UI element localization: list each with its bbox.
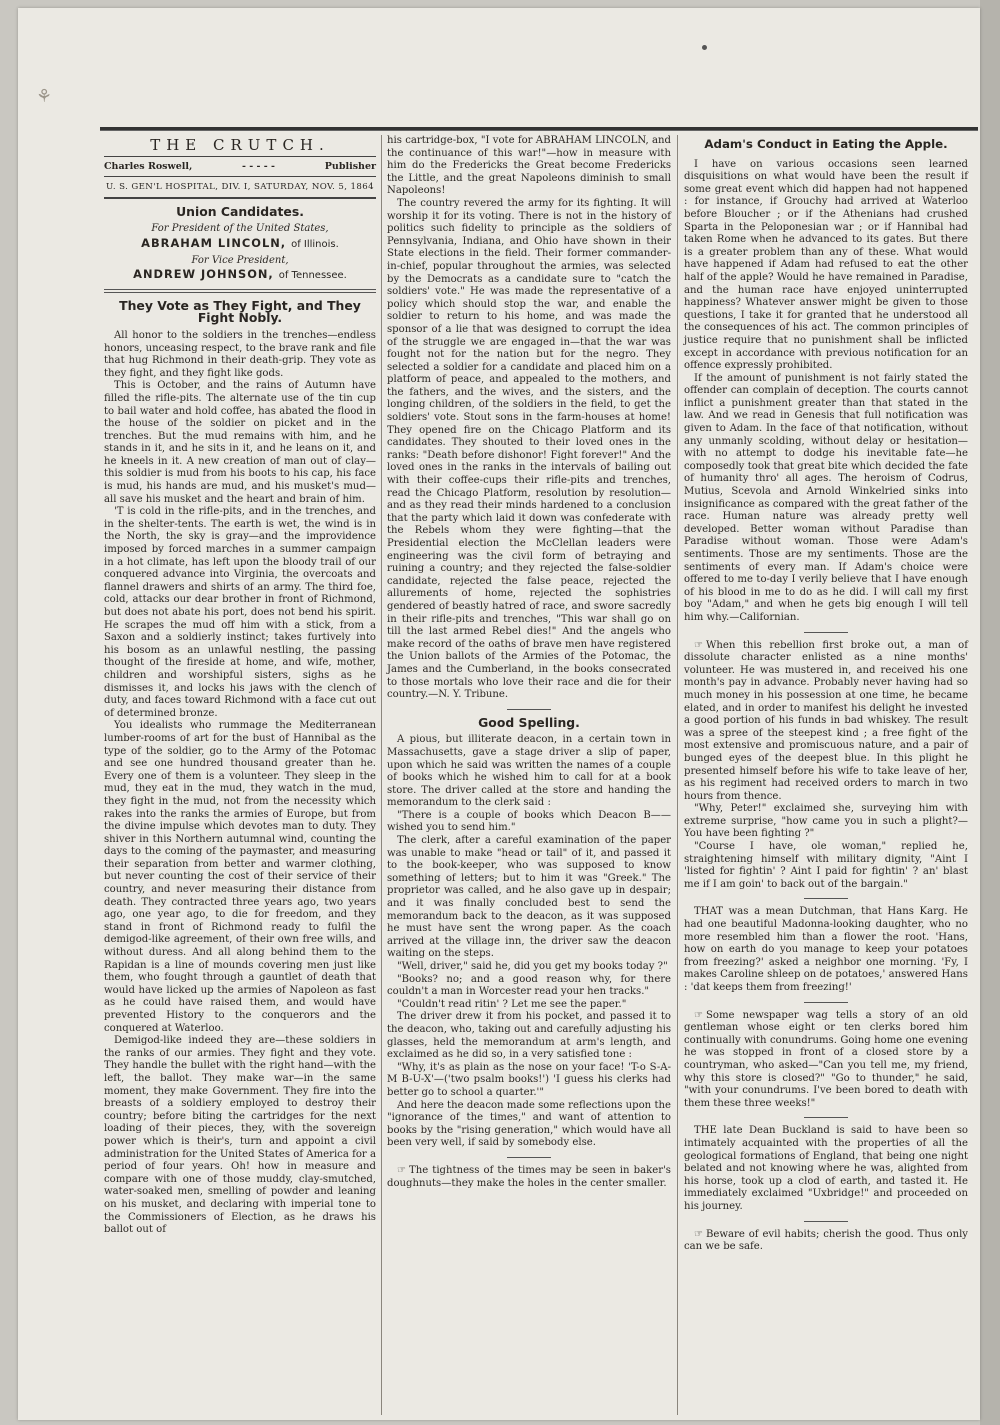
column-1 xyxy=(104,135,376,1237)
masthead-title: THE CRUTCH. xyxy=(104,135,376,157)
paragraph: "Why, Peter!" exclaimed she, surveying him with extreme surprise, "how came you in such a plight?—You have been fighting ?" xyxy=(684,803,968,840)
paragraph: The driver drew it from his pocket, and passed it to the deacon, who, taking out and carefully adjusting his glasses, held the memorandum at arm's length, and exclaimed as he did so, in a very satisfied tone : xyxy=(387,1011,671,1061)
paragraph: If the amount of punishment is not fairly stated the offender can complain of deception. The courts cannot inflict a punishment greater than that stated in the law. And we read in Genesis that full notification was given to Adam. In the face of that notification, without any unmanly scolding, without delay or hesitation—with no attempt to dodge his inevitable fate—he composedly took that great bite which decided the fate of humanity thro' all ages. The heroism of Codrus, Mutius, Scevola and Arnold Winkelried sinks into insignificance as compared with the great father of the race. Human nature was already pretty well developed. Better woman without Paradise than Paradise without woman. Those were Adam's sentiments. Those are my sentiments. Those are the sentiments of every man. If Adam's choice were offered to me to-day I verily believe that I have enough of his blood in me to do as he did. I will call my first boy "Adam," and when he gets big enough I will tell him why.—Californian. xyxy=(684,372,968,623)
note-text: The tightness of the times may be seen in baker's doughnuts—they make the holes in the center smaller. xyxy=(387,1164,671,1189)
president-label: For President of the United States, xyxy=(151,223,329,235)
pointing-hand-icon: ☞ xyxy=(694,1009,703,1021)
ink-dot xyxy=(702,45,707,50)
vp-label: For Vice President, xyxy=(191,254,289,266)
candidates-heading: Union Candidates. xyxy=(176,203,304,219)
paragraph: "There is a couple of books which Deacon B—— wished you to send him." xyxy=(387,809,671,834)
column-2 xyxy=(387,135,671,1190)
paragraph: "Why, it's as plain as the nose on your face! 'T-o S-A-M B-U-X'—('two psalm books!') 'I guess his clerks had better go to school a quarter.'" xyxy=(387,1061,671,1098)
paragraph: "Course I have, ole woman," replied he, straightening himself with military dignity, "Aint I 'listed for fightin' ? Aint I paid for fightin' ? an' blast me if I am goin' to back out of the bargain." xyxy=(684,841,968,890)
section-rule xyxy=(104,289,376,293)
pointing-hand-icon: ☞ xyxy=(694,1228,703,1240)
divider xyxy=(804,1002,848,1003)
wag-text: Some newspaper wag tells a story of an old gentleman whose eight or ten clerks bored him continually with conundrums. Going home one evening he was stopped in front of a closed store by a countryman, who asked—"Can you tell me, my friend, why this store is closed?" "Go to thunder," he said, "with your conundrums. I've been bored to death with them these three weeks!" xyxy=(684,1009,968,1109)
paragraph: All honor to the soldiers in the trenches—endless honors, unceasing respect, to the brave rank and file that hug Richmond in their death-grip. They vote as they fight, and they fight like gods. xyxy=(104,329,376,379)
publisher-label: Publisher xyxy=(324,160,376,172)
paragraph: his cartridge-box, "I vote for ABRAHAM LINCOLN, and the continuance of this war!"—how in measure with him do the Fredericks the Great become Fredericks the Little, and the great Napoleons diminish to small Napoleons! xyxy=(387,135,671,197)
paragraph: 'T is cold in the rifle-pits, and in the trenches, and in the shelter-tents. The earth is wet, the wind is in the North, the sky is gray—and the improvidence imposed by forced marches in a summer campaign in a hot climate, has left upon the bloody trail of our conquered advance into Virginia, the overcoats and flannel drawers and shirts of an army. The third foe, cold, attacks our dear brother in front of Richmond, but does not abate his port, does not bend his spirit. He scrapes the mud off him with a stick, from a Saxon and a soldierly instinct; takes furtively into his bosom as an unlawful nestling, the passing thought of the fireside at home, and wife, mother, children and worshipful sisters, sighs as he dismisses it, and locks his jaws with the clench of duty, and faces toward Richmond with a face cut out of determined bronze. xyxy=(104,506,376,719)
paragraph: "Couldn't read ritin' ? Let me see the paper." xyxy=(397,998,627,1010)
paragraph: Demigod-like indeed they are—these soldiers in the ranks of our armies. They fight and they vote. They handle the bullet with the right hand—with the left, the ballot. They make war—in the same moment, they make Government. They fire into the breasts of a soldiery employed to destroy their country; before biting the cartridges for the next loading of their pieces, they, with the sovereign power which is their's, turn and appoint a civil administration for the United States of America for a period of four years. Oh! how in measure and compare with one of those muddy, clay-smutched, water-soaked men, smelling of powder and leaning on his musket, and declaring with imperial tone to the Commissioners of Election, as he draws his ballot out of xyxy=(104,1035,376,1236)
paragraph: I have on various occasions seen learned disquisitions on what would have been the result if some great event which did happen had not happened : for instance, if Grouchy had arrived at Waterloo before Bloucher ; or if the Athenians had crushed Sparta in the Peloponesian war ; or if Hannibal had taken Rome when he advanced to its gates. But there is a greater problem than any of these. What would have happened if Adam had refused to eat the other half of the apple? Would he have remained in Paradise, and the human race have enjoyed uninterrupted happiness? Whatever answer might be given to those questions, I take it for granted that he understood all the consequences of his act. The common principles of justice require that no punishment shall be inflicted except in accordance with previous notification for an offence expressly prohibited. xyxy=(684,158,968,372)
paragraph xyxy=(684,1229,968,1254)
paragraph: And here the deacon made some reflections upon the "ignorance of the times," and want of attention to books by the "rising generation," which would have all been very well, if said by somebody else. xyxy=(387,1099,671,1149)
divider xyxy=(507,709,551,710)
top-rule xyxy=(100,127,978,131)
publisher-row xyxy=(104,157,376,178)
paragraph: This is October, and the rains of Autumn have filled the rifle-pits. The alternate use of the tin cup to bail water and hold coffee, has abated the flood in the house of the soldier on picket and in the trenches. But the mud remains with him, and he stands in it, and he sits in it, and he leans on it, and he kneels in it. A new creation of man out of clay—this soldier is mud from his boots to his cap, his face is mud, his hands are mud, and his musket's mud—all save his musket and the heart and brain of him. xyxy=(104,380,376,505)
paragraph: THE late Dean Buckland is said to have been so intimately acquainted with the properties of all the geological formations of England, that being one night belated and not knowing where he was, alighted from his horse, took up a clod of earth, and tasted it. He immediately exclaimed "Uxbridge!" and proceeded on his journey. xyxy=(684,1125,968,1212)
paragraph: You idealists who rummage the Mediterranean lumber-rooms of art for the bust of Hannibal as the type of the soldier, go to the Army of the Potomac and see one hundred thousand greater than he. Every one of them is a volunteer. They sleep in the mud, they eat in the mud, they watch in the mud, they fight in the mud, not from the necessity which rakes into the ranks the armies of Europe, but from the divine impulse which devotes man to duty. They shiver in this Northern autumnal wind, counting the days to the coming of the paymaster, and measuring their separation from better and warmer clothing, but never counting the cost of their service of their country, and never measuring their distance from death. They contracted three years ago, two years ago, one year ago, to die for freedom, and they stand in front of Richmond ready to fulfil the demigod-like agreement, of their own free wills, and without duress. And all along behind them to the Rapidan is a line of mounds covering men just like them, who fought through a gauntlet of death that would have licked up the armies of Napoleon as fast as he could have raised them, and would have prevented History to the conquerors and the conquered at Waterloo. xyxy=(104,720,376,1034)
divider xyxy=(804,898,848,899)
president-candidate xyxy=(104,237,376,252)
paragraph xyxy=(387,1165,671,1190)
president-state: of Illinois. xyxy=(291,238,339,250)
divider xyxy=(804,1221,848,1222)
column-divider xyxy=(677,135,678,1415)
dateline: U. S. GEN'L HOSPITAL, DIV. I, SATURDAY, NOV. 5, 1864 xyxy=(104,177,376,199)
pointing-hand-icon: ☞ xyxy=(397,1164,406,1176)
beware-text: Beware of evil habits; cherish the good. Thus only can we be safe. xyxy=(684,1228,968,1253)
paragraph: A pious, but illiterate deacon, in a certain town in Massachusetts, gave a stage driver a slip of paper, upon which he said was written the names of a couple of books which he wished him to call for at a book store. The driver called at the store and handing the memorandum to the clerk said : xyxy=(387,734,671,809)
peter-text: When this rebellion first broke out, a man of dissolute character enlisted as a nine months' volunteer. He was mustered in, and received his one month's pay in advance. Probably never having had so much money in his possession at one time, he became elated, and in order to manifest his delight he invested a good portion of his funds in bad whiskey. The result was a spree of the steepest kind ; a free fight of the most extensive and promiscuous nature, and a pair of bunged eyes of the deepest blue. In this plight he presented himself before his wife to take leave of her, as his regiment had received orders to march in two hours from thence. xyxy=(684,639,968,802)
divider xyxy=(507,1157,551,1158)
vp-candidate xyxy=(104,268,376,283)
paragraph: The country revered the army for its fighting. It will worship it for its voting. There is not in the history of politics such fidelity to principle as the soldiers of Pennsylvania, Indiana, and Ohio have shown in their State elections in the field. Their former commander-in-chief, popular throughout the armies, was selected by the Democrats as a candidate sure to "catch the soldiers' vote." He was made the representative of a policy which should stop the war, and enable the soldier to return to his home, and was made the sponsor of a lie that was designed to corrupt the idea of the struggle we are engaged in—that the war was fought not for the nation but for the negro. They selected a soldier for a candidate and placed him on a platform of peace, and appealed to the mothers, and the fathers, and the wives, and the sisters, and the longing children, of the soldiers in the field, to get the soldiers' vote. Stout sons in the farm-houses at home! They opened fire on the Chicago Platform and its candidates. They shouted to their loved ones in the ranks: "Death before dishonor! Fight forever!" And the loved ones in the ranks in the intervals of bailing out with their coffee-cups their rifle-pits and trenches, read the Chicago Platform, resolution by resolution—and as they read their minds hardened to a conclusion that the party which laid it down was confederate with the Rebels whom they were fighting—that the Presidential election the McClellan leaders were engineering was the civil form of betraying and ruining a country; and they rejected the false-soldier candidate, rejected the false peace, rejected the allurements of home, rejected the sophistries gendered of beastly hatred of race, and swore sacredly in their rifle-pits and trenches, "This war shall go on till the last armed Rebel dies!" And the angels who make record of the oaths of brave men have registered the Union ballots of the Armies of the Potomac, the James and the Cumberland, in the books consecrated to those mortals who love their race and die for their country.—N. Y. Tribune. xyxy=(387,197,671,701)
column-3 xyxy=(684,135,968,1254)
paragraph: THAT was a mean Dutchman, that Hans Karg. He had one beautiful Madonna-looking daughter, who no more resembled him than a flower the root. 'Hans, how on earth do you manage to keep your potatoes from freezing?' asked a neighbor one morning. 'Fy, I makes Caroline shleep on de potatoes,' answered Hans : 'dat keeps them from freezing!' xyxy=(684,906,968,993)
divider xyxy=(804,1117,848,1118)
article-heading: Good Spelling. xyxy=(478,714,580,730)
pointing-hand-icon: ☞ xyxy=(694,639,703,651)
paragraph: "Books? no; and a good reason why, for there couldn't a man in Worcester read your hen tracks." xyxy=(387,973,671,998)
library-mark-icon: ⚘ xyxy=(36,86,53,107)
paragraph: "Well, driver," said he, did you get my books today ?" xyxy=(397,961,668,972)
paragraph: The clerk, after a careful examination of the paper was unable to make "head or tail" of it, and passed it to the book-keeper, who was supposed to know something of letters; but to him it was "Greek." The proprietor was called, and he also gave up in despair; and it was finally concluded best to send the memorandum back to the deacon, as it was supposed he must have sent the wrong paper. As the coach arrived at the village inn, the driver saw the deacon waiting on the steps. xyxy=(387,835,671,960)
page-edge xyxy=(980,0,1000,1425)
article-heading: Adam's Conduct in Eating the Apple. xyxy=(704,137,948,151)
vp-name: ANDREW JOHNSON, xyxy=(133,267,274,282)
president-name: ABRAHAM LINCOLN, xyxy=(141,235,287,250)
divider xyxy=(804,632,848,633)
publisher-name: Charles Roswell, xyxy=(104,160,193,172)
vp-state: of Tennessee. xyxy=(278,270,347,282)
paragraph xyxy=(684,1010,968,1111)
article-heading: They Vote as They Fight, and They Fight Nobly. xyxy=(119,297,361,326)
column-divider xyxy=(381,135,382,1415)
paragraph xyxy=(684,640,968,804)
publisher-dashes: - - - - - xyxy=(242,160,275,172)
